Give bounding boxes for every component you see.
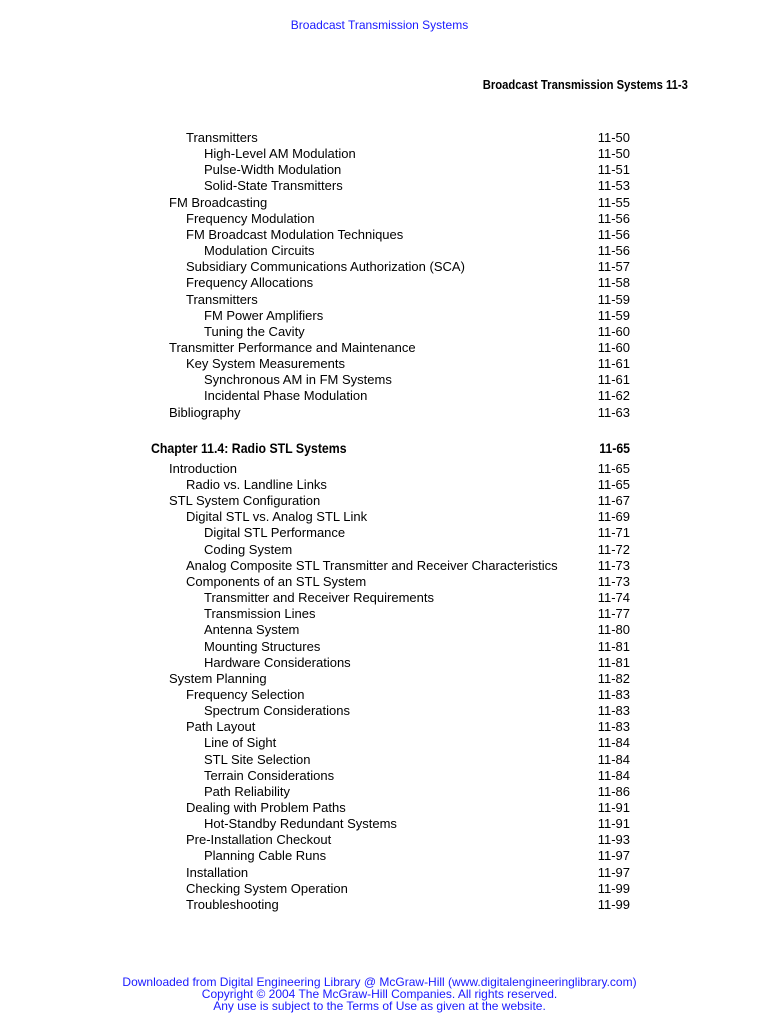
- toc-entry-page: 11-72: [597, 541, 630, 557]
- toc-entry-title: Transmitters: [186, 291, 258, 307]
- toc-entry-page: 11-82: [597, 670, 630, 686]
- toc-entry-page: 11-99: [597, 880, 630, 896]
- toc-entry[interactable]: [0, 800, 759, 816]
- toc-entry[interactable]: [0, 324, 759, 340]
- toc-entry[interactable]: [0, 227, 759, 243]
- toc-entry-page: 11-65: [599, 439, 630, 456]
- toc-entry-page: 11-74: [597, 590, 630, 605]
- toc-entry-title: Troubleshooting: [186, 896, 279, 912]
- toc-entry-page: 11-59: [597, 291, 630, 307]
- toc-entry-page: 11-56: [597, 226, 630, 242]
- toc-entry[interactable]: [0, 356, 759, 372]
- footer: [0, 976, 759, 1012]
- toc-entry-page: 11-84: [597, 735, 630, 751]
- toc-entry-title: Components of an STL System: [186, 573, 367, 589]
- toc-entry-title: Spectrum Considerations: [204, 703, 350, 719]
- toc-entry[interactable]: [0, 703, 759, 719]
- toc-entry-title: Transmitter and Receiver Requirements: [204, 590, 434, 605]
- toc-entry[interactable]: [0, 162, 759, 178]
- toc-entry-title: Pulse-Width Modulation: [204, 162, 342, 178]
- toc-entry-title: Transmitter Performance and Maintenance: [169, 340, 416, 355]
- toc-entry[interactable]: [0, 816, 759, 832]
- toc-entry[interactable]: [0, 243, 759, 259]
- toc-entry-title: FM Broadcasting: [169, 194, 268, 210]
- footer-terms-line[interactable]: Any use is subject to the Terms of Use as given at the website.: [213, 999, 546, 1013]
- toc-entry-title: Pre-Installation Checkout: [186, 832, 332, 848]
- toc-entry-page: 11-62: [597, 388, 630, 404]
- toc-entry[interactable]: [0, 259, 759, 275]
- toc-entry-title: Hardware Considerations: [204, 654, 351, 670]
- toc-entry-page: 11-69: [597, 509, 630, 525]
- toc-entry-title: FM Broadcast Modulation Techniques: [186, 226, 404, 242]
- toc-entry-page: 11-99: [597, 896, 630, 912]
- toc-entry[interactable]: [0, 655, 759, 671]
- toc-entry[interactable]: [0, 832, 759, 848]
- toc-entry-page: 11-60: [597, 323, 630, 339]
- toc-entry-page: 11-71: [597, 525, 630, 541]
- toc-entry-title: Path Layout: [186, 719, 256, 735]
- toc-entry-page: 11-77: [597, 606, 630, 622]
- toc-entry-page: 11-56: [597, 210, 630, 226]
- toc-entry-title: Dealing with Problem Paths: [186, 800, 346, 815]
- toc-entry-page: 11-73: [597, 573, 630, 589]
- toc-entry-page: 11-55: [597, 194, 630, 210]
- toc-entry[interactable]: [0, 275, 759, 291]
- toc-entry-page: 11-58: [597, 275, 630, 291]
- toc-entry-page: 11-93: [597, 832, 630, 848]
- toc-entry-page: 11-61: [597, 372, 630, 388]
- toc-entry[interactable]: [0, 292, 759, 308]
- toc-entry-title: Checking System Operation: [186, 880, 348, 896]
- toc-entry-title: Hot-Standby Redundant Systems: [204, 816, 397, 832]
- toc-entry[interactable]: [0, 195, 759, 211]
- toc-entry[interactable]: [0, 146, 759, 162]
- toc-entry-title: Synchronous AM in FM Systems: [204, 372, 392, 388]
- toc-entry-title: Transmitters: [186, 130, 258, 145]
- toc-entry[interactable]: [0, 388, 759, 404]
- footer-copyright-line: Copyright © 2004 The McGraw-Hill Companies. All rights reserved.: [201, 987, 558, 1001]
- toc-entry-title: Coding System: [204, 541, 293, 557]
- toc-entry[interactable]: [0, 525, 759, 541]
- toc-entry[interactable]: [0, 542, 759, 558]
- toc-entry-title: Modulation Circuits: [204, 243, 315, 259]
- toc-entry-title: Incidental Phase Modulation: [204, 388, 368, 404]
- toc-entry[interactable]: [0, 340, 759, 356]
- toc-entry-page: 11-84: [597, 751, 630, 767]
- toc-entry[interactable]: [0, 622, 759, 638]
- toc-entry-page: 11-53: [597, 178, 630, 194]
- toc-entry-page: 11-83: [597, 703, 630, 719]
- toc-entry-page: 11-73: [597, 557, 630, 573]
- toc-entry[interactable]: [0, 211, 759, 227]
- toc-entry-page: 11-83: [597, 719, 630, 735]
- toc-entry-page: 11-86: [597, 783, 630, 799]
- toc-entry[interactable]: [0, 735, 759, 751]
- toc-entry-page: 11-67: [597, 493, 630, 509]
- toc-chapter-heading[interactable]: [0, 440, 759, 456]
- toc-entry-title: Digital STL Performance: [204, 525, 346, 541]
- toc-entry-title: STL Site Selection: [204, 751, 311, 767]
- toc-entry-title: Tuning the Cavity: [204, 323, 305, 339]
- toc-entry-title: Antenna System: [204, 622, 300, 638]
- toc-entry-page: 11-97: [597, 848, 630, 864]
- toc-entry[interactable]: [0, 784, 759, 800]
- toc-entry-page: 11-61: [597, 356, 630, 372]
- toc-entry[interactable]: [0, 590, 759, 606]
- toc-entry-title: Planning Cable Runs: [204, 848, 327, 864]
- toc-entry-page: 11-65: [597, 460, 630, 476]
- running-head: Broadcast Transmission Systems 11-3: [482, 78, 688, 92]
- toc-entry-page: 11-51: [597, 162, 630, 178]
- toc-entry[interactable]: [0, 881, 759, 897]
- toc-entry[interactable]: [0, 848, 759, 864]
- toc-entry-title: Introduction: [169, 460, 237, 476]
- toc-entry[interactable]: [0, 405, 759, 421]
- toc-entry-title: High-Level AM Modulation: [204, 146, 356, 162]
- toc-entry-title: Radio vs. Landline Links: [186, 477, 327, 492]
- toc-entry[interactable]: [0, 130, 759, 146]
- toc-entry-title: Line of Sight: [204, 735, 277, 751]
- toc-entry-page: 11-80: [597, 622, 630, 638]
- footer-download-line[interactable]: Downloaded from Digital Engineering Library @ McGraw-Hill (www.digitalengineeringlibrary.com): [122, 975, 637, 989]
- toc-entry-title: STL System Configuration: [169, 493, 321, 509]
- toc-entry[interactable]: [0, 719, 759, 735]
- toc-entry-title: System Planning: [169, 670, 267, 686]
- toc-entry[interactable]: [0, 606, 759, 622]
- toc-entry[interactable]: [0, 178, 759, 194]
- toc-entry-title: Solid-State Transmitters: [204, 178, 343, 194]
- toc-entry-page: 11-65: [597, 477, 630, 492]
- toc-entry-title: Frequency Modulation: [186, 210, 315, 226]
- toc-entry-page: 11-83: [597, 686, 630, 702]
- toc-entry-page: 11-91: [597, 800, 630, 815]
- toc-entry[interactable]: [0, 752, 759, 768]
- toc-entry-title: Frequency Allocations: [186, 275, 314, 291]
- toc-entry-page: 11-97: [597, 864, 630, 880]
- toc-entry-title: Mounting Structures: [204, 638, 321, 654]
- toc-entry-title: Digital STL vs. Analog STL Link: [186, 509, 368, 525]
- toc-entry-title: Path Reliability: [204, 783, 290, 799]
- toc-entry[interactable]: [0, 461, 759, 477]
- toc-entry-page: 11-84: [597, 767, 630, 783]
- toc-entry-title: Chapter 11.4: Radio STL Systems: [151, 439, 347, 456]
- toc-entry-title: Key System Measurements: [186, 356, 345, 372]
- toc-entry[interactable]: [0, 768, 759, 784]
- top-header-link[interactable]: Broadcast Transmission Systems: [290, 18, 469, 32]
- toc-entry-page: 11-59: [597, 307, 630, 323]
- toc-entry-title: Subsidiary Communications Authorization (SCA): [186, 259, 465, 275]
- toc-entry[interactable]: [0, 687, 759, 703]
- toc-entry-title: FM Power Amplifiers: [204, 307, 324, 323]
- toc-entry-page: 11-57: [597, 259, 630, 275]
- toc-entry-page: 11-50: [597, 146, 630, 162]
- toc-entry[interactable]: [0, 671, 759, 687]
- toc-entry-title: Installation: [186, 864, 249, 880]
- toc-entry[interactable]: [0, 558, 759, 574]
- toc-entry[interactable]: [0, 477, 759, 493]
- toc-entry-title: Analog Composite STL Transmitter and Receiver Characteristics: [186, 557, 558, 573]
- toc-entry-page: 11-81: [597, 654, 630, 670]
- toc-entry-title: Transmission Lines: [204, 606, 316, 622]
- toc-entry[interactable]: [0, 493, 759, 509]
- toc-entry-page: 11-63: [597, 404, 630, 420]
- toc-entry-page: 11-81: [597, 638, 630, 654]
- toc-entry[interactable]: [0, 574, 759, 590]
- toc-entry[interactable]: [0, 308, 759, 324]
- toc-entry-page: 11-50: [597, 130, 630, 145]
- toc-entry-page: 11-60: [597, 340, 630, 355]
- toc-entry-page: 11-91: [597, 816, 630, 832]
- toc-entry-page: 11-56: [597, 243, 630, 259]
- toc-entry[interactable]: [0, 639, 759, 655]
- toc-entry[interactable]: [0, 509, 759, 525]
- toc-entry-title: Frequency Selection: [186, 686, 305, 702]
- toc-entry[interactable]: [0, 897, 759, 913]
- toc-entry-title: Terrain Considerations: [204, 767, 335, 783]
- toc-entry-title: Bibliography: [169, 404, 241, 420]
- toc-entry[interactable]: [0, 865, 759, 881]
- toc-entry[interactable]: [0, 372, 759, 388]
